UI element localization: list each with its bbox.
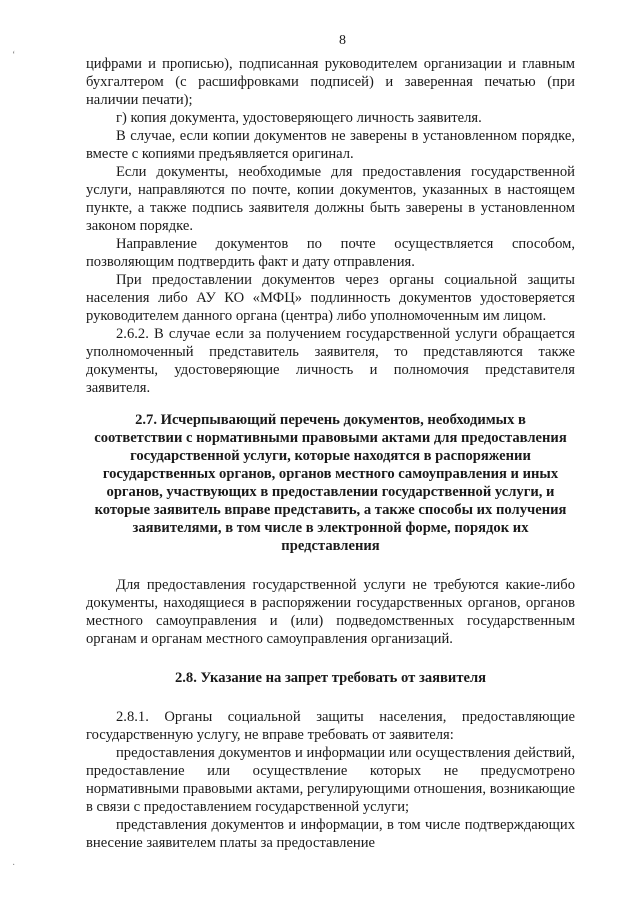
paragraph: 2.8.1. Органы социальной защиты населения, предоставляющие государственную услугу, не вправе требовать от заявителя: — [86, 709, 575, 743]
paragraph: предоставления документов и информации или осуществления действий, предоставление или осуществление которых не предусмотрено нормативными правовыми актами, регулирующими отношения, возникающие в связи с предоставлением государственной услуги; — [86, 745, 575, 815]
page-number: 8 — [339, 33, 346, 48]
paragraph: Если документы, необходимые для предоставления государственной услуги, направляются по почте, копии документов, указанных в настоящем пункте, а также подпись заявителя должны быть заверены в установленном законом порядке. — [86, 164, 575, 234]
paragraph: цифрами и прописью), подписанная руководителем организации и главным бухгалтером (с расшифровками подписей) и заверенная печатью (при наличии печати); — [86, 56, 575, 108]
scan-mark: ‘ — [12, 50, 16, 61]
paragraph: г) копия документа, удостоверяющего личность заявителя. — [116, 110, 482, 126]
section-heading-2-7: 2.7. Исчерпывающий перечень документов, необходимых в соответствии с нормативными правовыми актами для предоставления государственной услуги, которые находятся в распоряжении государственных органов, органов местного самоуправления и иных органов, участвующих в предоставлении государственной услуги, и которые заявитель вправе представить, а также способы их получения заявителями, в том числе в электронной форме, порядок их представления — [94, 412, 567, 554]
paragraph: Для предоставления государственной услуги не требуются какие-либо документы, находящиеся в распоряжении государственных органов, органов местного самоуправления и (или) подведомственных государственным органам и органам местного самоуправления организаций. — [86, 577, 575, 647]
paragraph: 2.6.2. В случае если за получением государственной услуги обращается уполномоченный представитель заявителя, то представляются также документы, удостоверяющие личность и полномочия представителя заявителя. — [86, 326, 575, 396]
scan-mark: · — [12, 860, 16, 871]
section-heading-2-8: 2.8. Указание на запрет требовать от заявителя — [174, 670, 487, 686]
paragraph: представления документов и информации, в том числе подтверждающих внесение заявителем платы за предоставление — [86, 817, 575, 851]
paragraph: Направление документов по почте осуществляется способом, позволяющим подтвердить факт и дату отправления. — [86, 236, 575, 270]
paragraph: В случае, если копии документов не заверены в установленном порядке, вместе с копиями предъявляется оригинал. — [86, 128, 575, 162]
paragraph: При предоставлении документов через органы социальной защиты населения либо АУ КО «МФЦ» подлинность документов удостоверяется руководителем данного органа (центра) либо уполномоченным им лицом. — [86, 272, 575, 324]
